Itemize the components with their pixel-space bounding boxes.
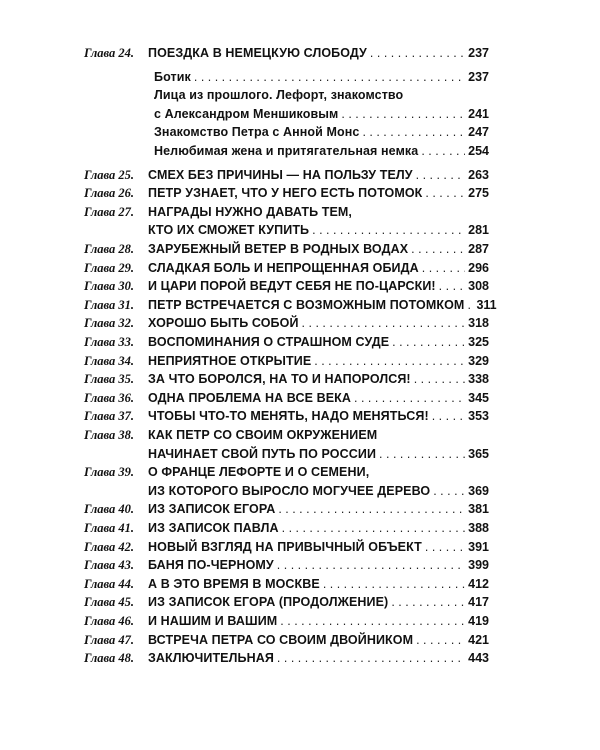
- toc-entry: [148, 277, 489, 295]
- toc-line: [0, 277, 600, 295]
- chapter-title: НОВЫЙ ВЗГЛЯД НА ПРИВЫЧНЫЙ ОБЪЕКТ: [148, 540, 422, 554]
- toc-entry: [148, 593, 489, 611]
- chapter-title: НАГРАДЫ НУЖНО ДАВАТЬ ТЕМ,: [148, 205, 353, 219]
- chapter-title: ЧТОБЫ ЧТО-ТО МЕНЯТЬ, НАДО МЕНЯТЬСЯ!: [148, 409, 429, 423]
- page-number: 241: [468, 107, 489, 121]
- chapter-label: Глава 46.: [84, 614, 135, 628]
- toc-entry: [148, 538, 489, 556]
- page-number: 329: [468, 354, 489, 368]
- toc-entry: [148, 259, 489, 277]
- page-number: 263: [468, 168, 489, 182]
- chapter-label: Глава 28.: [84, 242, 135, 256]
- chapter-title: Лица из прошлого. Лефорт, знакомство: [154, 88, 404, 102]
- dot-leader: [391, 593, 465, 611]
- toc-entry: [148, 314, 489, 332]
- dot-leader: [379, 445, 465, 463]
- chapter-label: Глава 29.: [84, 261, 135, 275]
- dot-leader: [314, 352, 465, 370]
- toc-line: [0, 86, 600, 104]
- chapter-label: Глава 31.: [84, 298, 135, 312]
- dot-leader: [439, 277, 465, 295]
- toc-entry: [148, 445, 489, 463]
- chapter-label: Глава 24.: [84, 46, 135, 60]
- chapter-label: Глава 45.: [84, 595, 135, 609]
- page-number: 369: [468, 484, 489, 498]
- chapter-title: ПЕТР УЗНАЕТ, ЧТО У НЕГО ЕСТЬ ПОТОМОК: [148, 186, 423, 200]
- toc-line: [0, 44, 600, 62]
- chapter-title: ЗАРУБЕЖНЫЙ ВЕТЕР В РОДНЫХ ВОДАХ: [148, 242, 409, 256]
- toc-line: [0, 593, 600, 611]
- toc-entry: [154, 68, 489, 86]
- chapter-title: ВОСПОМИНАНИЯ О СТРАШНОМ СУДЕ: [148, 335, 390, 349]
- toc-line: [0, 389, 600, 407]
- dot-leader: [370, 44, 465, 62]
- toc-entry: [148, 296, 497, 314]
- page-number: 287: [468, 242, 489, 256]
- dot-leader: [280, 612, 465, 630]
- chapter-title: ИЗ ЗАПИСОК ЕГОРА: [148, 502, 276, 516]
- page-number: 399: [468, 558, 489, 572]
- toc-line: [0, 445, 600, 463]
- toc-line: [0, 296, 600, 314]
- chapter-label: Глава 48.: [84, 651, 135, 665]
- page-number: 237: [468, 70, 489, 84]
- chapter-label: Глава 42.: [84, 540, 135, 554]
- toc-line: [0, 407, 600, 425]
- dot-leader: [392, 333, 465, 351]
- dot-leader: [278, 500, 465, 518]
- toc-entry: [148, 240, 489, 258]
- toc-line: [0, 142, 600, 160]
- toc-line: [0, 370, 600, 388]
- dot-leader: [354, 389, 465, 407]
- toc-entry: [148, 649, 489, 667]
- dot-leader: [312, 221, 465, 239]
- chapter-label: Глава 38.: [84, 428, 135, 442]
- toc-entry: [154, 142, 489, 160]
- toc-entry: [148, 612, 489, 630]
- chapter-title: А В ЭТО ВРЕМЯ В МОСКВЕ: [148, 577, 320, 591]
- dot-leader: [416, 166, 466, 184]
- chapter-label: Глава 39.: [84, 465, 135, 479]
- chapter-label: Глава 37.: [84, 409, 135, 423]
- chapter-title: ЗА ЧТО БОРОЛСЯ, НА ТО И НАПОРОЛСЯ!: [148, 372, 411, 386]
- toc-entry: [148, 463, 369, 481]
- dot-leader: [362, 123, 465, 141]
- chapter-title: ЗАКЛЮЧИТЕЛЬНАЯ: [148, 651, 274, 665]
- toc-entry: [148, 556, 489, 574]
- toc-line: [0, 240, 600, 258]
- dot-leader: [467, 296, 473, 314]
- chapter-label: Глава 34.: [84, 354, 135, 368]
- dot-leader: [277, 649, 465, 667]
- toc-entry: [148, 407, 489, 425]
- toc-entry: [148, 166, 489, 184]
- page-number: 247: [468, 125, 489, 139]
- toc-line: [0, 538, 600, 556]
- page-number: 281: [468, 223, 489, 237]
- toc-line: [0, 123, 600, 141]
- toc-entry: [154, 86, 403, 104]
- toc-entry: [148, 631, 489, 649]
- toc-line: [0, 352, 600, 370]
- dot-leader: [432, 407, 465, 425]
- toc-line: [0, 482, 600, 500]
- page-number: 353: [468, 409, 489, 423]
- page-number: 365: [468, 447, 489, 461]
- toc-entry: [148, 184, 489, 202]
- toc-line: [0, 221, 600, 239]
- page-number: 421: [468, 633, 489, 647]
- chapter-title: ХОРОШО БЫТЬ СОБОЙ: [148, 316, 299, 330]
- chapter-title: НАЧИНАЕТ СВОЙ ПУТЬ ПО РОССИИ: [148, 447, 377, 461]
- page-number: 419: [468, 614, 489, 628]
- toc-entry: [148, 389, 489, 407]
- chapter-label: Глава 25.: [84, 168, 135, 182]
- chapter-title: Ботик: [154, 70, 191, 84]
- chapter-label: Глава 32.: [84, 316, 135, 330]
- chapter-title: ОДНА ПРОБЛЕМА НА ВСЕ ВЕКА: [148, 391, 352, 405]
- toc-line: [0, 184, 600, 202]
- chapter-title: НЕПРИЯТНОЕ ОТКРЫТИЕ: [148, 354, 312, 368]
- chapter-title: ИЗ ЗАПИСОК ЕГОРА (ПРОДОЛЖЕНИЕ): [148, 595, 389, 609]
- chapter-label: Глава 41.: [84, 521, 135, 535]
- toc-entry: [148, 333, 489, 351]
- chapter-label: Глава 33.: [84, 335, 135, 349]
- dot-leader: [414, 370, 465, 388]
- toc-entry: [148, 352, 489, 370]
- toc-entry: [148, 575, 489, 593]
- page-number: 412: [468, 577, 489, 591]
- toc-entry: [148, 500, 489, 518]
- dot-leader: [425, 538, 465, 556]
- page-number: 345: [468, 391, 489, 405]
- dot-leader: [323, 575, 465, 593]
- page-number: 443: [468, 651, 489, 665]
- chapter-label: Глава 47.: [84, 633, 135, 647]
- toc-line: [0, 500, 600, 518]
- dot-leader: [282, 519, 466, 537]
- toc-line: [0, 314, 600, 332]
- page-number: 308: [468, 279, 489, 293]
- page-number: 237: [468, 46, 489, 60]
- dot-leader: [425, 184, 465, 202]
- toc-line: [0, 612, 600, 630]
- dot-leader: [421, 142, 465, 160]
- toc-line: [0, 259, 600, 277]
- chapter-title: Знакомство Петра с Анной Монс: [154, 125, 360, 139]
- dot-leader: [433, 482, 465, 500]
- toc-entry: [154, 105, 489, 123]
- page-number: 338: [468, 372, 489, 386]
- toc-line: [0, 463, 600, 481]
- toc-line: [0, 68, 600, 86]
- chapter-label: Глава 35.: [84, 372, 135, 386]
- toc-entry: [154, 123, 489, 141]
- page-number: 417: [468, 595, 489, 609]
- chapter-title: И ЦАРИ ПОРОЙ ВЕДУТ СЕБЯ НЕ ПО-ЦАРСКИ!: [148, 279, 436, 293]
- chapter-title: СЛАДКАЯ БОЛЬ И НЕПРОЩЕННАЯ ОБИДА: [148, 261, 419, 275]
- toc-line: [0, 575, 600, 593]
- toc-line: [0, 631, 600, 649]
- toc-line: [0, 203, 600, 221]
- page-number: 254: [468, 144, 489, 158]
- toc-entry: [148, 519, 489, 537]
- chapter-title: ПЕТР ВСТРЕЧАЕТСЯ С ВОЗМОЖНЫМ ПОТОМКОМ: [148, 298, 465, 312]
- toc-entry: [148, 370, 489, 388]
- chapter-label: Глава 27.: [84, 205, 135, 219]
- page-number: 325: [468, 335, 489, 349]
- dot-leader: [416, 631, 465, 649]
- chapter-title: СМЕХ БЕЗ ПРИЧИНЫ — НА ПОЛЬЗУ ТЕЛУ: [148, 168, 413, 182]
- toc-entry: [148, 221, 489, 239]
- chapter-label: Глава 40.: [84, 502, 135, 516]
- chapter-label: Глава 36.: [84, 391, 135, 405]
- toc-line: [0, 333, 600, 351]
- chapter-title: КТО ИХ СМОЖЕТ КУПИТЬ: [148, 223, 310, 237]
- page-number: 275: [468, 186, 489, 200]
- toc-entry: [148, 203, 352, 221]
- chapter-title: БАНЯ ПО-ЧЕРНОМУ: [148, 558, 274, 572]
- toc-line: [0, 649, 600, 667]
- chapter-title: И НАШИМ И ВАШИМ: [148, 614, 278, 628]
- toc-line: [0, 426, 600, 444]
- dot-leader: [277, 556, 465, 574]
- chapter-label: Глава 30.: [84, 279, 135, 293]
- toc-entry: [148, 44, 489, 62]
- dot-leader: [422, 259, 465, 277]
- dot-leader: [302, 314, 466, 332]
- toc-entry: [148, 426, 377, 444]
- chapter-label: Глава 44.: [84, 577, 135, 591]
- toc-line: [0, 166, 600, 184]
- toc-entry: [148, 482, 489, 500]
- chapter-title: с Александром Меншиковым: [154, 107, 339, 121]
- chapter-title: ВСТРЕЧА ПЕТРА СО СВОИМ ДВОЙНИКОМ: [148, 633, 414, 647]
- page-number: 311: [476, 298, 497, 312]
- dot-leader: [194, 68, 465, 86]
- toc-line: [0, 556, 600, 574]
- chapter-title: ПОЕЗДКА В НЕМЕЦКУЮ СЛОБОДУ: [148, 46, 367, 60]
- dot-leader: [411, 240, 465, 258]
- page-number: 381: [468, 502, 489, 516]
- chapter-label: Глава 26.: [84, 186, 135, 200]
- chapter-title: ИЗ КОТОРОГО ВЫРОСЛО МОГУЧЕЕ ДЕРЕВО: [148, 484, 431, 498]
- toc-line: [0, 105, 600, 123]
- toc-line: [0, 519, 600, 537]
- page-number: 391: [468, 540, 489, 554]
- page-number: 296: [468, 261, 489, 275]
- chapter-title: Нелюбимая жена и притягательная немка: [154, 144, 419, 158]
- chapter-title: ИЗ ЗАПИСОК ПАВЛА: [148, 521, 279, 535]
- page-number: 388: [468, 521, 489, 535]
- chapter-title: КАК ПЕТР СО СВОИМ ОКРУЖЕНИЕМ: [148, 428, 378, 442]
- chapter-title: О ФРАНЦЕ ЛЕФОРТЕ И О СЕМЕНИ,: [148, 465, 370, 479]
- dot-leader: [341, 105, 465, 123]
- page-number: 318: [468, 316, 489, 330]
- chapter-label: Глава 43.: [84, 558, 135, 572]
